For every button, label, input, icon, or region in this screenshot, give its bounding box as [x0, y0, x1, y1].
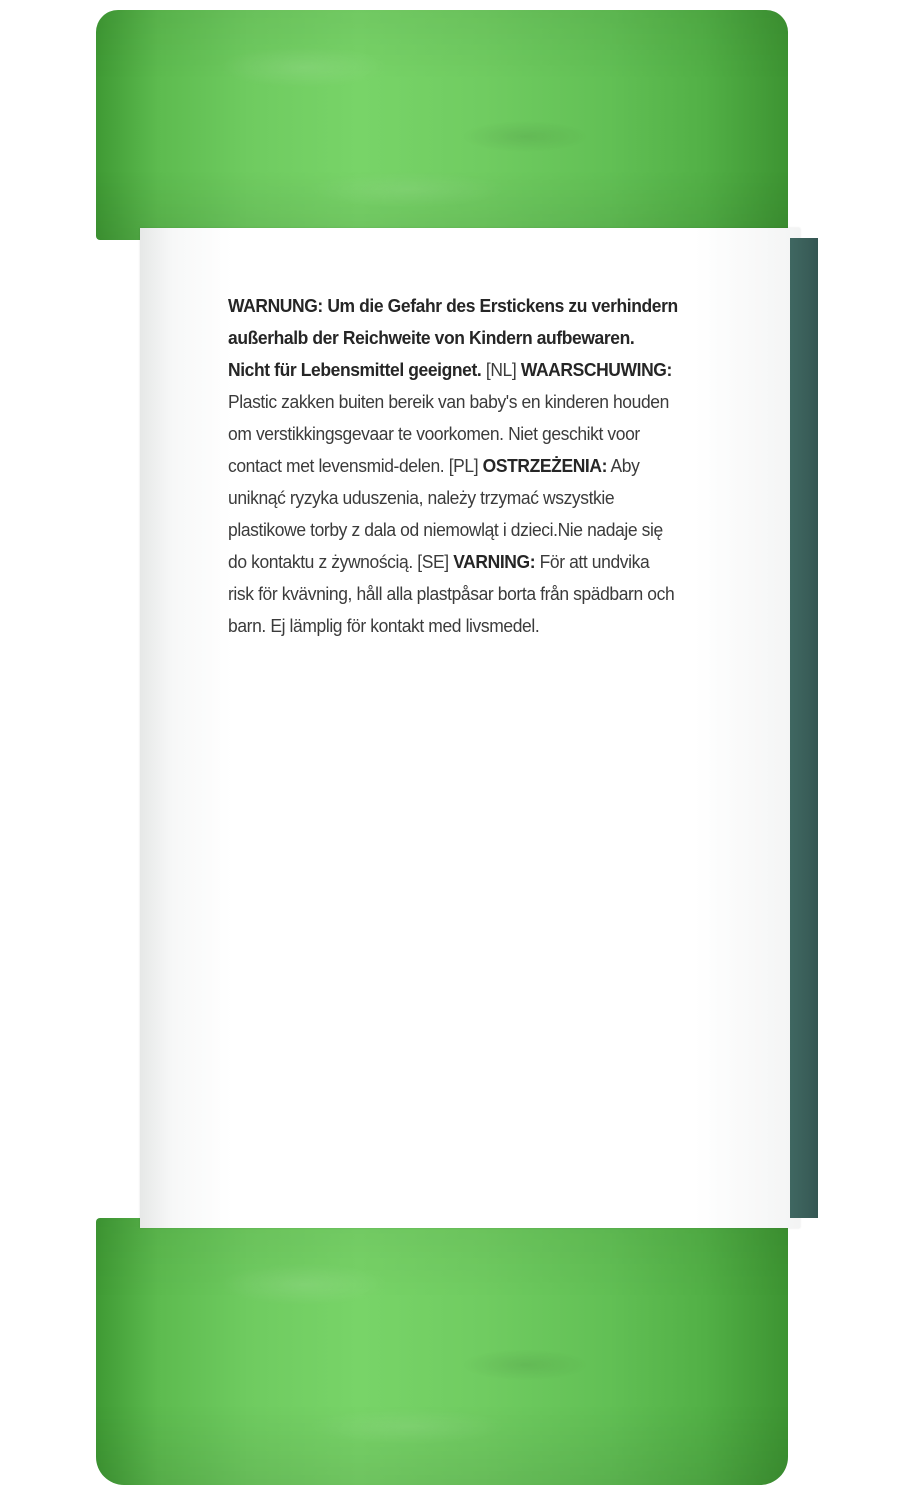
pl-warning-heading: OSTRZEŻENIA:	[482, 456, 608, 476]
se-warning-text: För att undvika risk för kvävning, håll alla plastpåsar borta från spädbarn och barn. Ej lämplig för kontakt med livsmedel.	[228, 552, 675, 636]
bag-roll	[96, 10, 788, 1485]
warning-label	[140, 228, 800, 1228]
warning-text-block	[228, 290, 679, 642]
pl-warning-text: Aby uniknąć ryzyka uduszenia, należy trzymać wszystkie plastikowe torby z dala od niemowląt i dzieci.Nie nadaje się do kontaktu z żywnością.	[228, 456, 663, 572]
label-edge-stripe	[790, 238, 818, 1218]
de-warning-text: Um die Gefahr des Erstickens zu verhindern außerhalb der Reichweite von Kindern aufbewaren. Nicht für Lebensmittel geeignet.	[228, 296, 678, 380]
de-warning-heading: WARNUNG:	[228, 296, 323, 316]
pl-language-code: [PL]	[448, 456, 479, 476]
nl-warning-heading: WAARSCHUWING:	[520, 360, 672, 380]
green-bag-bottom	[96, 1218, 788, 1485]
se-language-code: [SE]	[417, 552, 449, 572]
green-bag-top	[96, 10, 788, 240]
nl-language-code: [NL]	[485, 360, 517, 380]
nl-warning-text: Plastic zakken buiten bereik van baby's en kinderen houden om verstikkingsgevaar te voorkomen. Niet geschikt voor contact met levensmid-delen.	[228, 392, 669, 476]
se-warning-heading: VARNING:	[453, 552, 536, 572]
